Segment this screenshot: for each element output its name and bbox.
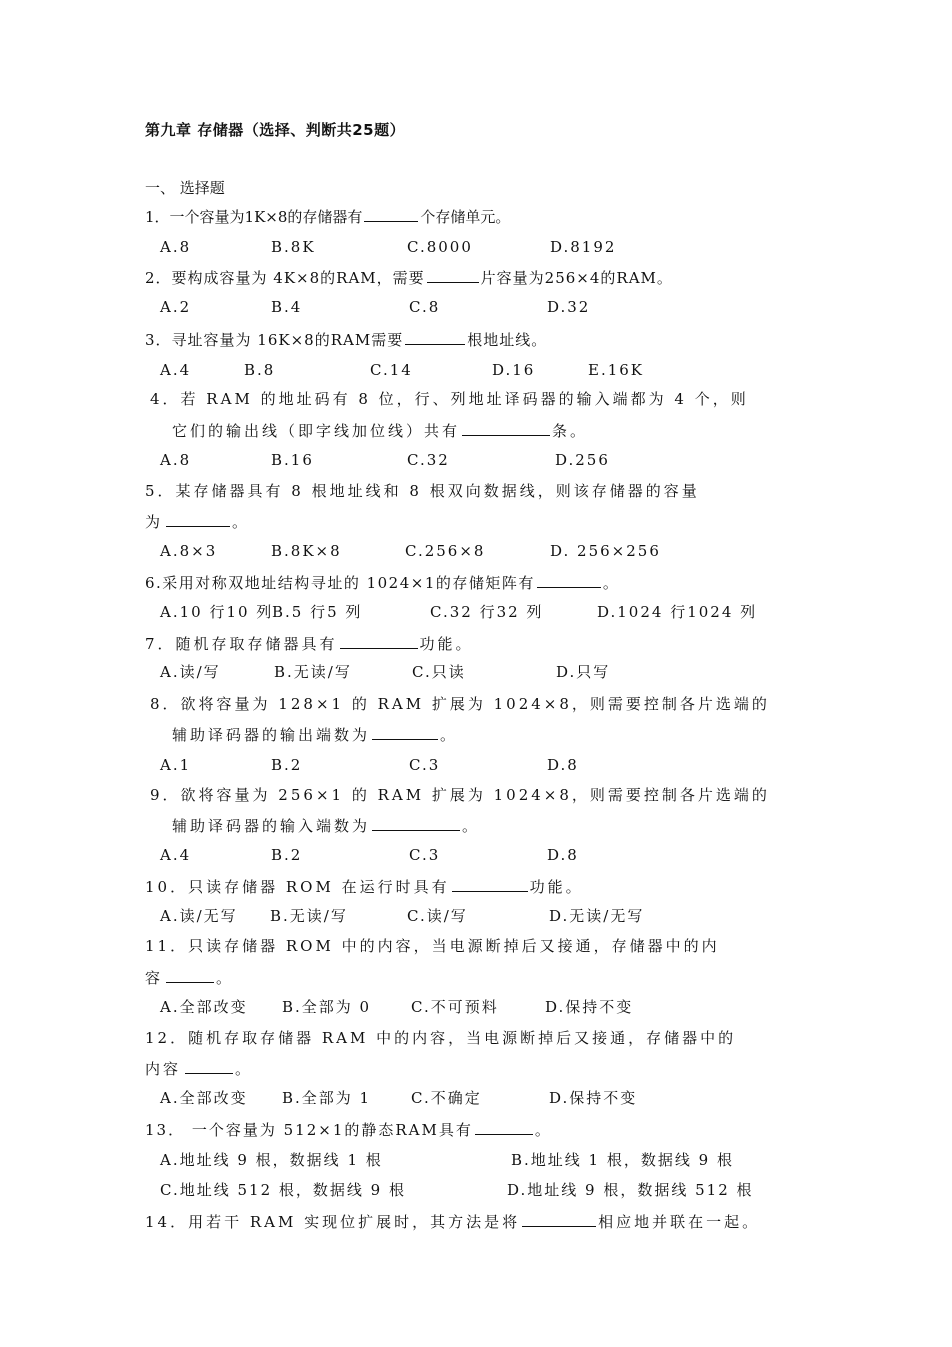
answer-blank (166, 511, 230, 527)
answer-blank (462, 420, 550, 436)
answer-blank (166, 967, 214, 983)
chapter-title: 第九章 存储器（选择、判断共25题） (145, 121, 406, 139)
question-5: 5．某存储器具有 8 根地址线和 8 根双向数据线，则该存储器的容量 (145, 482, 700, 500)
question-11: 11．只读存储器 ROM 中的内容，当电源断掉后又接通，存储器中的内 (145, 937, 720, 955)
question-9-continued: 辅助译码器的输入端数为 。 (172, 817, 481, 835)
option-b: B.5 行5 列 (272, 603, 363, 621)
option-e: E.16K (588, 361, 645, 379)
option-b: B.8K (271, 238, 316, 256)
question-1: 1．一个容量为1K×8的存储器有 个存储单元。 (145, 208, 511, 226)
option-d: D.32 (547, 298, 591, 316)
option-d: D.1024 行1024 列 (597, 603, 758, 621)
question-10: 10．只读存储器 ROM 在运行时具有 功能。 (145, 878, 584, 896)
answer-blank (364, 206, 418, 222)
question-6: 6.采用对称双地址结构寻址的 1024×1的存储矩阵有 。 (145, 574, 620, 592)
option-c: C.不可预料 (411, 998, 499, 1016)
option-a: A.8 (160, 238, 192, 256)
question-8: 8．欲将容量为 128×1 的 RAM 扩展为 1024×8，则需要控制各片选端的 (150, 695, 770, 713)
option-d: D.8192 (550, 238, 617, 256)
question-12: 12．随机存取存储器 RAM 中的内容，当电源断掉后又接通，存储器中的 (145, 1029, 737, 1047)
option-a: A.读/写 (160, 663, 221, 681)
option-d: D. 256×256 (550, 542, 661, 560)
question-7: 7．随机存取存储器具有 功能。 (145, 635, 474, 653)
question-9: 9．欲将容量为 256×1 的 RAM 扩展为 1024×8，则需要控制各片选端的 (150, 786, 770, 804)
option-a: A.10 行10 列 (160, 603, 274, 621)
option-a: A.读/无写 (160, 907, 238, 925)
option-b: B.2 (271, 846, 303, 864)
question-14: 14．用若干 RAM 实现位扩展时，其方法是将 相应地并联在一起。 (145, 1213, 761, 1231)
option-d: D.保持不变 (545, 998, 634, 1016)
option-a: A.全部改变 (160, 998, 248, 1016)
question-4: 4．若 RAM 的地址码有 8 位，行、列地址译码器的输入端都为 4 个，则 (150, 390, 749, 408)
answer-blank (452, 876, 528, 892)
option-c: C.3 (409, 756, 441, 774)
option-a: A.地址线 9 根，数据线 1 根 (160, 1151, 383, 1169)
option-a: A.4 (160, 361, 192, 379)
option-c: C.14 (370, 361, 413, 379)
option-a: A.8×3 (160, 542, 218, 560)
answer-blank (405, 329, 465, 345)
option-b: B.无读/写 (270, 907, 348, 925)
option-b: B.全部为 0 (282, 998, 372, 1016)
option-a: A.2 (160, 298, 192, 316)
option-a: A.4 (160, 846, 192, 864)
option-d: D.16 (492, 361, 536, 379)
option-a: A.8 (160, 451, 192, 469)
option-a: A.1 (160, 756, 192, 774)
answer-blank (340, 633, 418, 649)
section-heading: 一、 选择题 (145, 179, 225, 197)
option-c: C.8 (409, 298, 441, 316)
option-c: C.只读 (412, 663, 466, 681)
option-c: C.32 (407, 451, 450, 469)
option-b: B.2 (271, 756, 303, 774)
option-d: D.地址线 9 根，数据线 512 根 (507, 1181, 754, 1199)
option-d: D.无读/无写 (549, 907, 645, 925)
question-8-continued: 辅助译码器的输出端数为 。 (172, 726, 459, 744)
question-5-continued: 为 。 (145, 513, 248, 531)
option-c: C.不确定 (411, 1089, 482, 1107)
question-13: 13． 一个容量为 512×1的静态RAM具有 。 (145, 1121, 552, 1139)
answer-blank (427, 267, 479, 283)
option-c: C.8000 (407, 238, 473, 256)
option-d: D.保持不变 (549, 1089, 638, 1107)
option-d: D.只写 (556, 663, 611, 681)
option-b: B.无读/写 (274, 663, 352, 681)
option-b: B.4 (271, 298, 303, 316)
answer-blank (372, 724, 438, 740)
option-b: B.全部为 1 (282, 1089, 372, 1107)
answer-blank (185, 1058, 233, 1074)
answer-blank (475, 1119, 533, 1135)
option-b: B.地址线 1 根，数据线 9 根 (511, 1151, 734, 1169)
option-c: C.256×8 (405, 542, 486, 560)
answer-blank (522, 1211, 596, 1227)
option-c: C.32 行32 列 (430, 603, 544, 621)
option-b: B.8 (244, 361, 276, 379)
option-c: C.读/写 (407, 907, 468, 925)
option-d: D.8 (547, 756, 579, 774)
answer-blank (537, 572, 601, 588)
question-2: 2．要构成容量为 4K×8的RAM，需要 片容量为256×4的RAM。 (145, 269, 673, 287)
question-4-continued: 它们的输出线（即字线加位线）共有 条。 (172, 422, 589, 440)
option-d: D.256 (555, 451, 610, 469)
question-3: 3．寻址容量为 16K×8的RAM需要 根地址线。 (145, 331, 548, 349)
option-a: A.全部改变 (160, 1089, 248, 1107)
option-c: C.3 (409, 846, 441, 864)
question-12-continued: 内容 。 (145, 1060, 254, 1078)
option-b: B.8K×8 (271, 542, 342, 560)
option-d: D.8 (547, 846, 579, 864)
option-b: B.16 (271, 451, 314, 469)
answer-blank (372, 815, 460, 831)
question-11-continued: 容 。 (145, 969, 232, 987)
option-c: C.地址线 512 根，数据线 9 根 (160, 1181, 406, 1199)
